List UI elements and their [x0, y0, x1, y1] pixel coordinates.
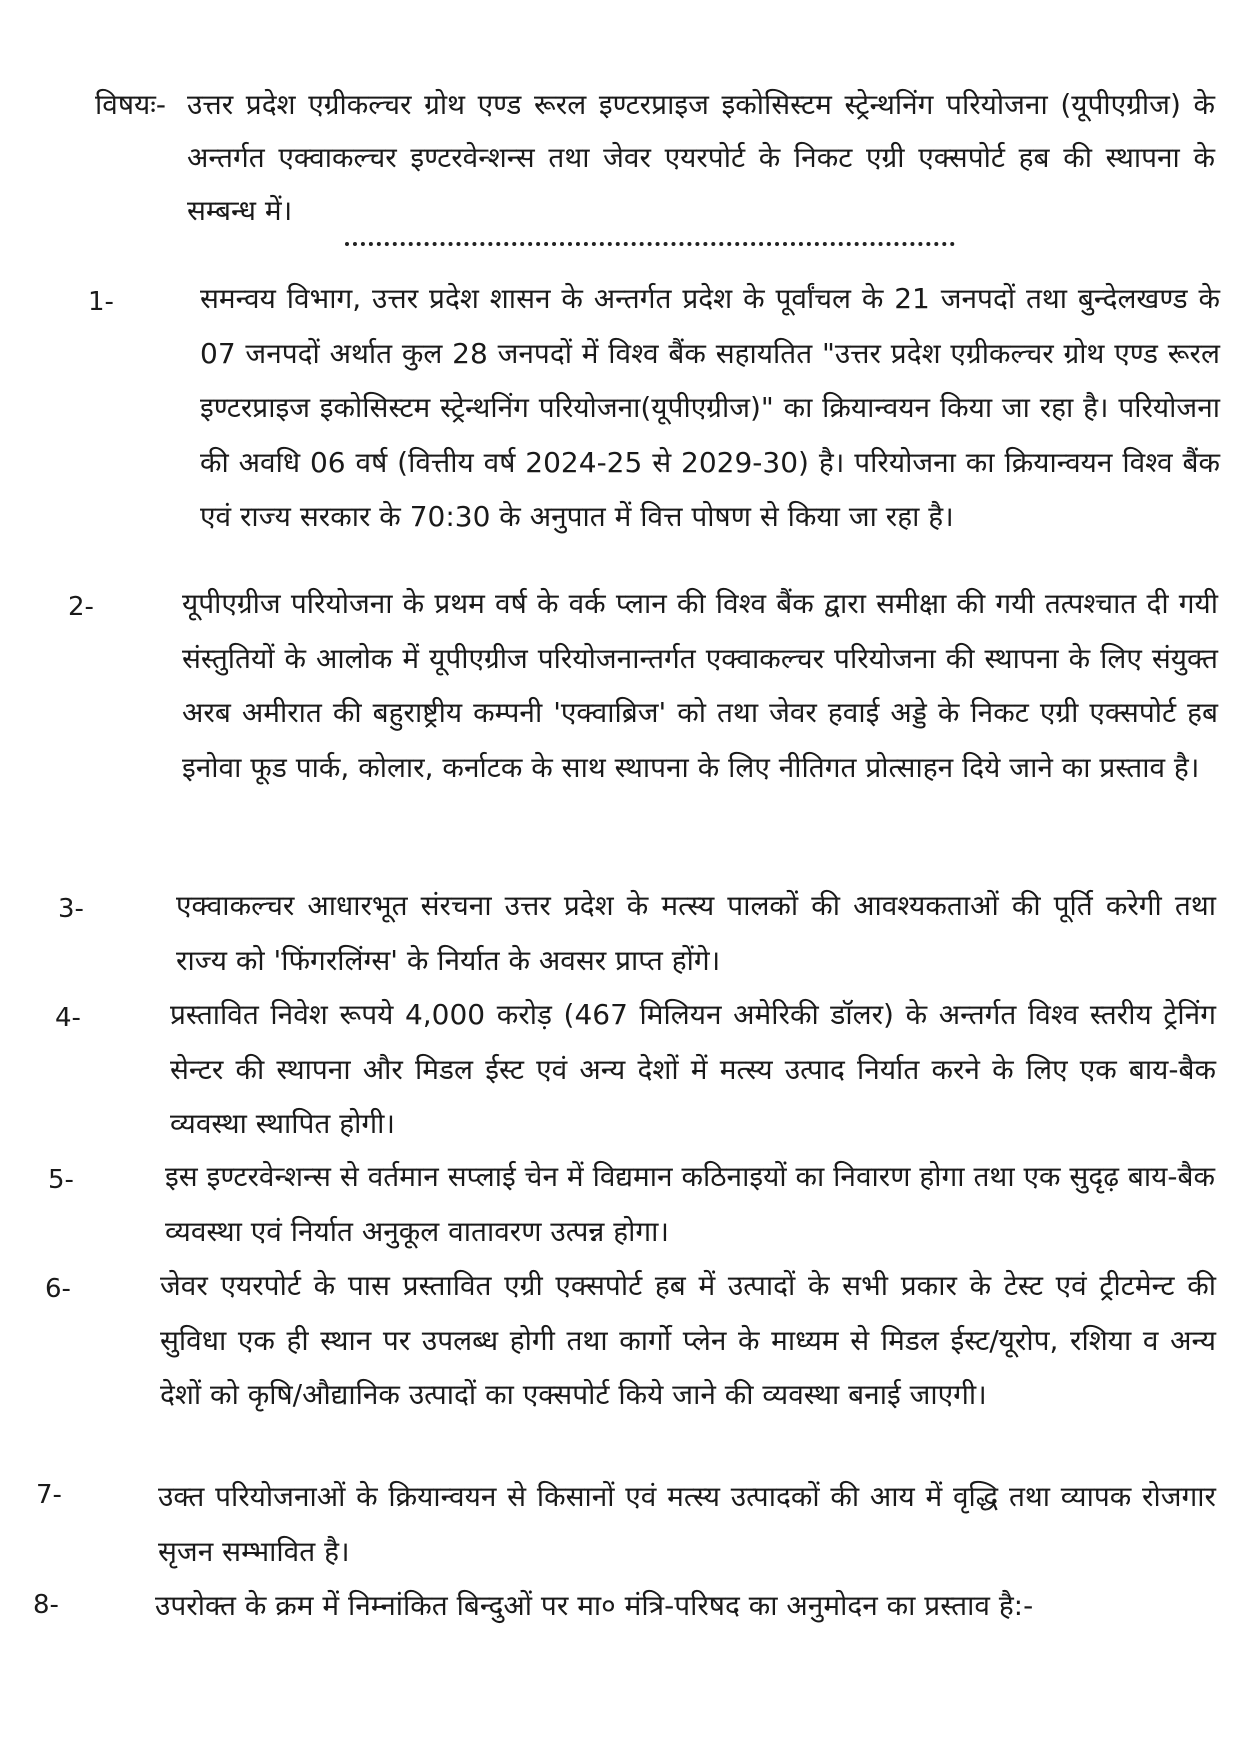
subject-block	[95, 78, 1215, 237]
paragraph-number-2: 2-	[68, 592, 94, 622]
subject-text: उत्तर प्रदेश एग्रीकल्चर ग्रोथ एण्ड रूरल इण्टरप्राइज इकोसिस्टम स्ट्रेन्थनिंग परियोजना (यूपीएग्रीज) के अन्तर्गत एक्वाकल्चर इण्टरवेन्शन्स तथा जेवर एयरपोर्ट के निकट एग्री एक्सपोर्ट हब की स्थापना के सम्बन्ध में।	[187, 88, 1215, 227]
dotted-separator	[345, 242, 955, 246]
paragraph-number-6: 6-	[45, 1274, 71, 1304]
paragraph-number-5: 5-	[48, 1165, 74, 1195]
paragraph-text: जेवर एयरपोर्ट के पास प्रस्तावित एग्री एक्सपोर्ट हब में उत्पादों के सभी प्रकार के टेस्ट एवं ट्रीटमेन्ट की सुविधा एक ही स्थान पर उपलब्ध होगी तथा कार्गो प्लेन के माध्यम से मिडल ईस्ट/यूरोप, रशिया व अन्य देशों को कृषि/औद्यानिक उत्पादों का एक्सपोर्ट किये जाने की व्यवस्था बनाई जाएगी।	[160, 1269, 1216, 1411]
paragraph-1	[200, 272, 1220, 545]
paragraph-text: उपरोक्त के क्रम में निम्नांकित बिन्दुओं पर मा० मंत्रि-परिषद का अनुमोदन का प्रस्ताव है:-	[155, 1589, 1034, 1622]
paragraph-7	[158, 1470, 1216, 1579]
paragraph-5	[165, 1150, 1215, 1259]
paragraph-text: समन्वय विभाग, उत्तर प्रदेश शासन के अन्तर्गत प्रदेश के पूर्वांचल के 21 जनपदों तथा बुन्देलखण्ड के 07 जनपदों अर्थात कुल 28 जनपदों में विश्व बैंक सहायतित "उत्तर प्रदेश एग्रीकल्चर ग्रोथ एण्ड रूरल इण्टरप्राइज इकोसिस्टम स्ट्रेन्थनिंग परियोजना(यूपीएग्रीज)" का क्रियान्वयन किया जा रहा है। परियोजना की अवधि 06 वर्ष (वित्तीय वर्ष 2024-25 से 2029-30) है। परियोजना का क्रियान्वयन विश्व बैंक एवं राज्य सरकार के 70:30 के अनुपात में वित्त पोषण से किया जा रहा है।	[200, 282, 1220, 533]
paragraph-text: एक्वाकल्चर आधारभूत संरचना उत्तर प्रदेश के मत्स्य पालकों की आवश्यकताओं की पूर्ति करेगी तथा राज्य को 'फिंगरलिंग्स' के निर्यात के अवसर प्राप्त होंगे।	[176, 889, 1216, 977]
subject-label: विषयः-	[95, 88, 167, 121]
paragraph-text: इस इण्टरवेन्शन्स से वर्तमान सप्लाई चेन में विद्यमान कठिनाइयों का निवारण होगा तथा एक सुदृढ़ बाय-बैक व्यवस्था एवं निर्यात अनुकूल वातावरण उत्पन्न होगा।	[165, 1160, 1215, 1248]
paragraph-number-8: 8-	[33, 1590, 59, 1620]
paragraph-number-7: 7-	[36, 1480, 62, 1510]
paragraph-8	[155, 1579, 1215, 1634]
paragraph-number-3: 3-	[58, 894, 84, 924]
paragraph-text: उक्त परियोजनाओं के क्रियान्वयन से किसानों एवं मत्स्य उत्पादकों की आय में वृद्धि तथा व्यापक रोजगार सृजन सम्भावित है।	[158, 1480, 1216, 1568]
paragraph-4	[170, 988, 1216, 1152]
paragraph-3	[176, 879, 1216, 988]
paragraph-number-4: 4-	[55, 1003, 81, 1033]
paragraph-text: यूपीएग्रीज परियोजना के प्रथम वर्ष के वर्क प्लान की विश्व बैंक द्वारा समीक्षा की गयी तत्पश्चात दी गयी संस्तुतियों के आलोक में यूपीएग्रीज परियोजनान्तर्गत एक्वाकल्चर परियोजना की स्थापना के लिए संयुक्त अरब अमीरात की बहुराष्ट्रीय कम्पनी 'एक्वाब्रिज' को तथा जेवर हवाई अड्डे के निकट एग्री एक्सपोर्ट हब इनोवा फूड पार्क, कोलार, कर्नाटक के साथ स्थापना के लिए नीतिगत प्रोत्साहन दिये जाने का प्रस्ताव है।	[182, 587, 1218, 784]
paragraph-number-1: 1-	[88, 287, 114, 317]
paragraph-6	[160, 1259, 1216, 1423]
paragraph-text: प्रस्तावित निवेश रूपये 4,000 करोड़ (467 मिलियन अमेरिकी डॉलर) के अन्तर्गत विश्व स्तरीय ट्रेनिंग सेन्टर की स्थापना और मिडल ईस्ट एवं अन्य देशों में मत्स्य उत्पाद निर्यात करने के लिए एक बाय-बैक व्यवस्था स्थापित होगी।	[170, 998, 1216, 1140]
paragraph-2	[182, 577, 1218, 795]
